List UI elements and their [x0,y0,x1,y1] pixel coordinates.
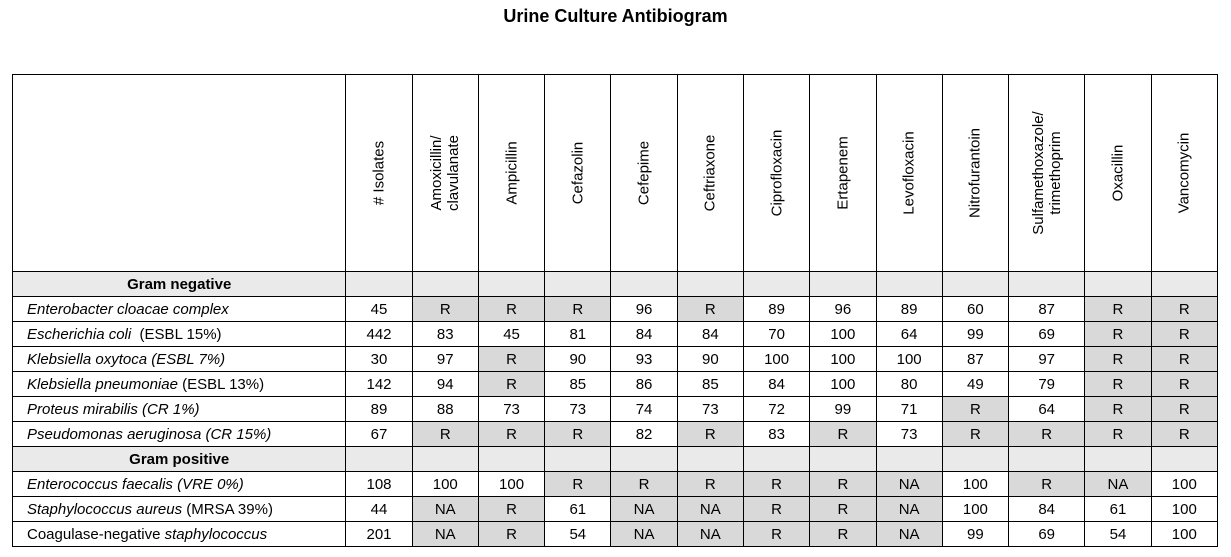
column-header [478,75,544,272]
susceptibility-cell: R [810,472,876,497]
susceptibility-cell: R [1151,322,1217,347]
susceptibility-cell: 70 [743,322,809,347]
section-empty-cell [942,272,1008,297]
susceptibility-cell: R [677,297,743,322]
column-header-label: Levofloxacin [900,131,918,215]
section-empty-cell [743,447,809,472]
section-empty-cell [611,447,677,472]
section-empty-cell [478,272,544,297]
section-row [13,272,1218,297]
table-row [13,472,1218,497]
susceptibility-cell: R [1009,472,1085,497]
susceptibility-cell: 74 [611,397,677,422]
susceptibility-cell: 45 [478,322,544,347]
susceptibility-cell: NA [412,522,478,547]
column-header-label: Amoxicillin/ clavulanate [428,135,463,211]
susceptibility-cell: 100 [810,347,876,372]
susceptibility-cell: 84 [743,372,809,397]
susceptibility-cell: NA [412,497,478,522]
susceptibility-cell: R [743,497,809,522]
susceptibility-cell: R [1151,397,1217,422]
organism-name: Proteus mirabilis (CR 1%) [27,400,200,418]
susceptibility-cell: 100 [810,372,876,397]
susceptibility-cell: 73 [876,422,942,447]
susceptibility-cell: 69 [1009,522,1085,547]
susceptibility-cell: 100 [478,472,544,497]
susceptibility-cell: 100 [412,472,478,497]
susceptibility-cell: 80 [876,372,942,397]
susceptibility-cell: R [743,522,809,547]
section-empty-cell [1085,272,1151,297]
susceptibility-cell: 71 [876,397,942,422]
column-header [1151,75,1217,272]
susceptibility-cell: 85 [677,372,743,397]
susceptibility-cell: R [1151,347,1217,372]
susceptibility-cell: 97 [412,347,478,372]
section-empty-cell [743,272,809,297]
section-empty-cell [876,272,942,297]
section-empty-cell [942,447,1008,472]
section-empty-cell [545,272,611,297]
susceptibility-cell: 54 [545,522,611,547]
susceptibility-cell: 96 [810,297,876,322]
section-empty-cell [346,447,412,472]
organism-prefix: Coagulase-negative [27,525,165,543]
table-body [13,272,1218,547]
susceptibility-cell: 100 [1151,522,1217,547]
isolates-cell: 44 [346,497,412,522]
section-label: Gram positive [13,447,346,472]
susceptibility-cell: 85 [545,372,611,397]
organism-note: (ESBL 13%) [177,375,265,393]
section-empty-cell [1009,272,1085,297]
section-row [13,447,1218,472]
susceptibility-cell: R [478,422,544,447]
column-header [1009,75,1085,272]
susceptibility-cell: NA [876,472,942,497]
section-label: Gram negative [13,272,346,297]
organism-note: (ESBL 15%) [131,325,222,343]
table-row [13,372,1218,397]
susceptibility-cell: 100 [876,347,942,372]
isolates-cell: 67 [346,422,412,447]
column-header-label: Cefazolin [569,141,587,205]
susceptibility-cell: NA [876,497,942,522]
susceptibility-cell: R [677,472,743,497]
susceptibility-cell: 99 [942,322,1008,347]
susceptibility-cell: R [810,497,876,522]
section-empty-cell [412,447,478,472]
column-header-label: Ciprofloxacin [768,129,786,217]
table-row [13,322,1218,347]
susceptibility-cell: 100 [942,472,1008,497]
column-header-label: Ampicillin [503,141,521,205]
section-empty-cell [810,272,876,297]
susceptibility-cell: 90 [677,347,743,372]
susceptibility-cell: 89 [743,297,809,322]
organism-name: staphylococcus [164,525,268,543]
susceptibility-cell: 73 [545,397,611,422]
susceptibility-cell: R [478,297,544,322]
susceptibility-cell: 69 [1009,322,1085,347]
header-organism [13,75,346,272]
table-row [13,347,1218,372]
column-header-label: Nitrofurantoin [966,127,984,219]
organism-note: (MRSA 39%) [182,500,273,518]
susceptibility-cell: 99 [942,522,1008,547]
susceptibility-cell: 96 [611,297,677,322]
column-header [743,75,809,272]
susceptibility-cell: R [1085,372,1151,397]
organism-name: Escherichia coli [27,325,132,343]
susceptibility-cell: R [677,422,743,447]
susceptibility-cell: 84 [1009,497,1085,522]
susceptibility-cell: R [478,497,544,522]
column-header-label: Cefepime [635,140,653,206]
organism-name: Staphylococcus aureus [27,500,183,518]
organism-cell [13,472,346,497]
column-header [677,75,743,272]
susceptibility-cell: 99 [810,397,876,422]
susceptibility-cell: R [810,522,876,547]
column-header [545,75,611,272]
susceptibility-cell: 97 [1009,347,1085,372]
column-header-label: Ertapenem [834,136,852,210]
column-header [346,75,412,272]
susceptibility-cell: 79 [1009,372,1085,397]
susceptibility-cell: 84 [677,322,743,347]
susceptibility-cell: R [1085,422,1151,447]
susceptibility-cell: 81 [545,322,611,347]
isolates-cell: 45 [346,297,412,322]
susceptibility-cell: R [545,422,611,447]
susceptibility-cell: R [810,422,876,447]
susceptibility-cell: 64 [876,322,942,347]
section-empty-cell [677,447,743,472]
susceptibility-cell: 100 [743,347,809,372]
susceptibility-cell: 90 [545,347,611,372]
section-empty-cell [545,447,611,472]
susceptibility-cell: NA [876,522,942,547]
organism-cell [13,347,346,372]
susceptibility-cell: NA [677,522,743,547]
susceptibility-cell: 87 [942,347,1008,372]
susceptibility-cell: 82 [611,422,677,447]
susceptibility-cell: R [478,347,544,372]
organism-name: Pseudomonas aeruginosa (CR 15%) [27,425,272,443]
column-header-label: Sulfamethoxazole/ trimethoprim [1029,111,1064,235]
organism-cell [13,422,346,447]
organism-name: Klebsiella pneumoniae [27,375,178,393]
isolates-cell: 201 [346,522,412,547]
susceptibility-cell: 87 [1009,297,1085,322]
organism-cell [13,372,346,397]
susceptibility-cell: R [942,422,1008,447]
susceptibility-cell: NA [611,522,677,547]
susceptibility-cell: R [545,297,611,322]
column-header [1085,75,1151,272]
isolates-cell: 89 [346,397,412,422]
susceptibility-cell: 49 [942,372,1008,397]
column-header-label: Oxacillin [1109,144,1127,202]
column-header [876,75,942,272]
susceptibility-cell: R [1151,372,1217,397]
organism-cell [13,497,346,522]
susceptibility-cell: R [611,472,677,497]
susceptibility-cell: 89 [876,297,942,322]
susceptibility-cell: R [1085,397,1151,422]
susceptibility-cell: R [1151,297,1217,322]
section-empty-cell [1151,447,1217,472]
column-header [942,75,1008,272]
susceptibility-cell: R [743,472,809,497]
susceptibility-cell: NA [611,497,677,522]
susceptibility-cell: 54 [1085,522,1151,547]
section-empty-cell [876,447,942,472]
column-header-label: # Isolates [370,140,388,206]
susceptibility-cell: 64 [1009,397,1085,422]
column-header [412,75,478,272]
section-empty-cell [346,272,412,297]
section-empty-cell [611,272,677,297]
susceptibility-cell: 72 [743,397,809,422]
susceptibility-cell: R [1085,322,1151,347]
section-empty-cell [810,447,876,472]
susceptibility-cell: 100 [1151,472,1217,497]
susceptibility-cell: 100 [942,497,1008,522]
column-header-label: Vancomycin [1175,132,1193,214]
section-empty-cell [478,447,544,472]
susceptibility-cell: 84 [611,322,677,347]
section-empty-cell [1009,447,1085,472]
susceptibility-cell: 93 [611,347,677,372]
section-empty-cell [1151,272,1217,297]
isolates-cell: 142 [346,372,412,397]
isolates-cell: 108 [346,472,412,497]
susceptibility-cell: R [1151,422,1217,447]
susceptibility-cell: R [545,472,611,497]
organism-cell [13,522,346,547]
susceptibility-cell: 86 [611,372,677,397]
susceptibility-cell: R [942,397,1008,422]
column-header [810,75,876,272]
organism-cell [13,397,346,422]
susceptibility-cell: 100 [810,322,876,347]
organism-name: Enterococcus faecalis (VRE 0%) [27,475,244,493]
table-row [13,397,1218,422]
susceptibility-cell: R [412,422,478,447]
table-row [13,422,1218,447]
susceptibility-cell: 94 [412,372,478,397]
susceptibility-cell: R [412,297,478,322]
isolates-cell: 30 [346,347,412,372]
susceptibility-cell: R [478,522,544,547]
column-header-label: Ceftriaxone [701,134,719,212]
table-row [13,497,1218,522]
column-header [611,75,677,272]
page-title: Urine Culture Antibiogram [503,6,728,26]
susceptibility-cell: NA [677,497,743,522]
antibiogram-table [12,74,1218,547]
organism-name: Enterobacter cloacae complex [27,300,229,318]
susceptibility-cell: 100 [1151,497,1217,522]
susceptibility-cell: 61 [1085,497,1151,522]
header-row [13,75,1218,272]
susceptibility-cell: R [1009,422,1085,447]
isolates-cell: 442 [346,322,412,347]
susceptibility-cell: 83 [412,322,478,347]
susceptibility-cell: 61 [545,497,611,522]
susceptibility-cell: R [1085,297,1151,322]
organism-cell [13,297,346,322]
susceptibility-cell: 73 [677,397,743,422]
susceptibility-cell: R [1085,347,1151,372]
susceptibility-cell: 60 [942,297,1008,322]
table-row [13,522,1218,547]
section-empty-cell [1085,447,1151,472]
section-empty-cell [412,272,478,297]
organism-cell [13,322,346,347]
susceptibility-cell: NA [1085,472,1151,497]
susceptibility-cell: R [478,372,544,397]
susceptibility-cell: 88 [412,397,478,422]
susceptibility-cell: 73 [478,397,544,422]
susceptibility-cell: 83 [743,422,809,447]
organism-name: Klebsiella oxytoca (ESBL 7%) [27,350,226,368]
section-empty-cell [677,272,743,297]
table-row [13,297,1218,322]
